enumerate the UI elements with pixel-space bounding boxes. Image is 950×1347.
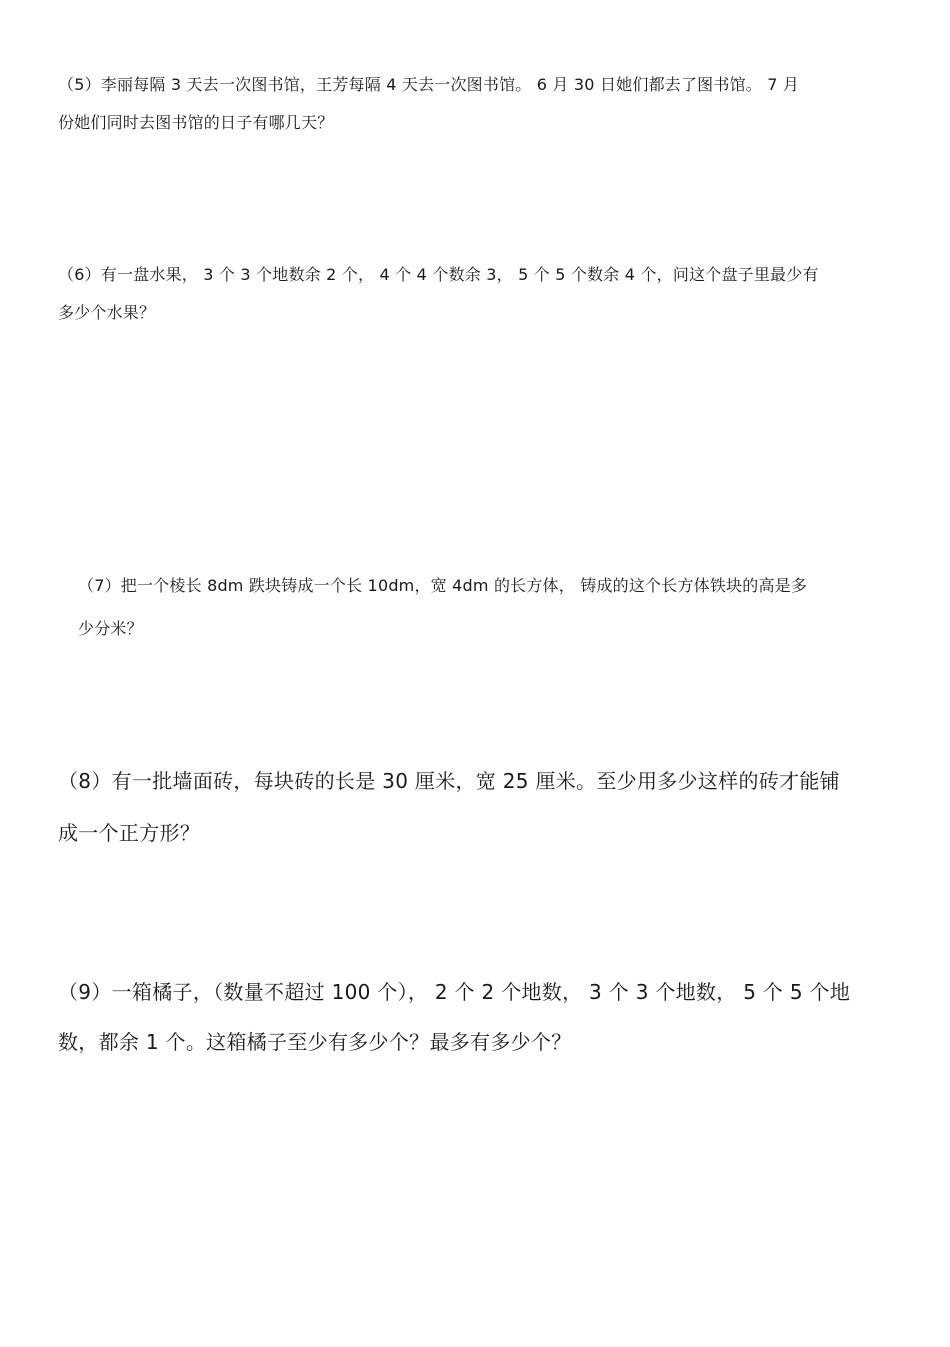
- problem-9-line-1: （9）一箱橘子，（数量不超过 100 个）， 2 个 2 个地数， 3 个 3 个地数， 5 个 5 个地: [58, 980, 851, 1004]
- problem-6-line-2: 多少个水果？: [58, 303, 156, 322]
- problem-8: [58, 755, 840, 859]
- problem-7-line-1: （7）把一个棱长 8dm 跌块铸成一个长 10dm，宽 4dm 的长方体， 铸成的这个长方体铁块的高是多: [78, 576, 808, 595]
- problem-8-line-1: （8）有一批墙面砖，每块砖的长是 30 厘米，宽 25 厘米。至少用多少这样的砖才能铺: [58, 769, 840, 793]
- problem-5: [58, 66, 799, 142]
- problem-6: [58, 256, 819, 332]
- problem-8-line-2: 成一个正方形？: [58, 821, 201, 845]
- problem-6-line-1: （6）有一盘水果， 3 个 3 个地数余 2 个， 4 个 4 个数余 3， 5 个 5 个数余 4 个，问这个盘子里最少有: [58, 265, 819, 284]
- problem-9-line-2: 数，都余 1 个。这箱橘子至少有多少个？最多有多少个？: [58, 1030, 572, 1054]
- problem-5-line-2: 份她们同时去图书馆的日子有哪几天？: [58, 113, 334, 132]
- problem-7-line-2: 少分米？: [78, 619, 143, 638]
- problem-5-line-1: （5）李丽每隔 3 天去一次图书馆，王芳每隔 4 天去一次图书馆。 6 月 30 日她们都去了图书馆。 7 月: [58, 75, 800, 94]
- problem-7: [78, 564, 807, 650]
- problem-9: [58, 967, 850, 1067]
